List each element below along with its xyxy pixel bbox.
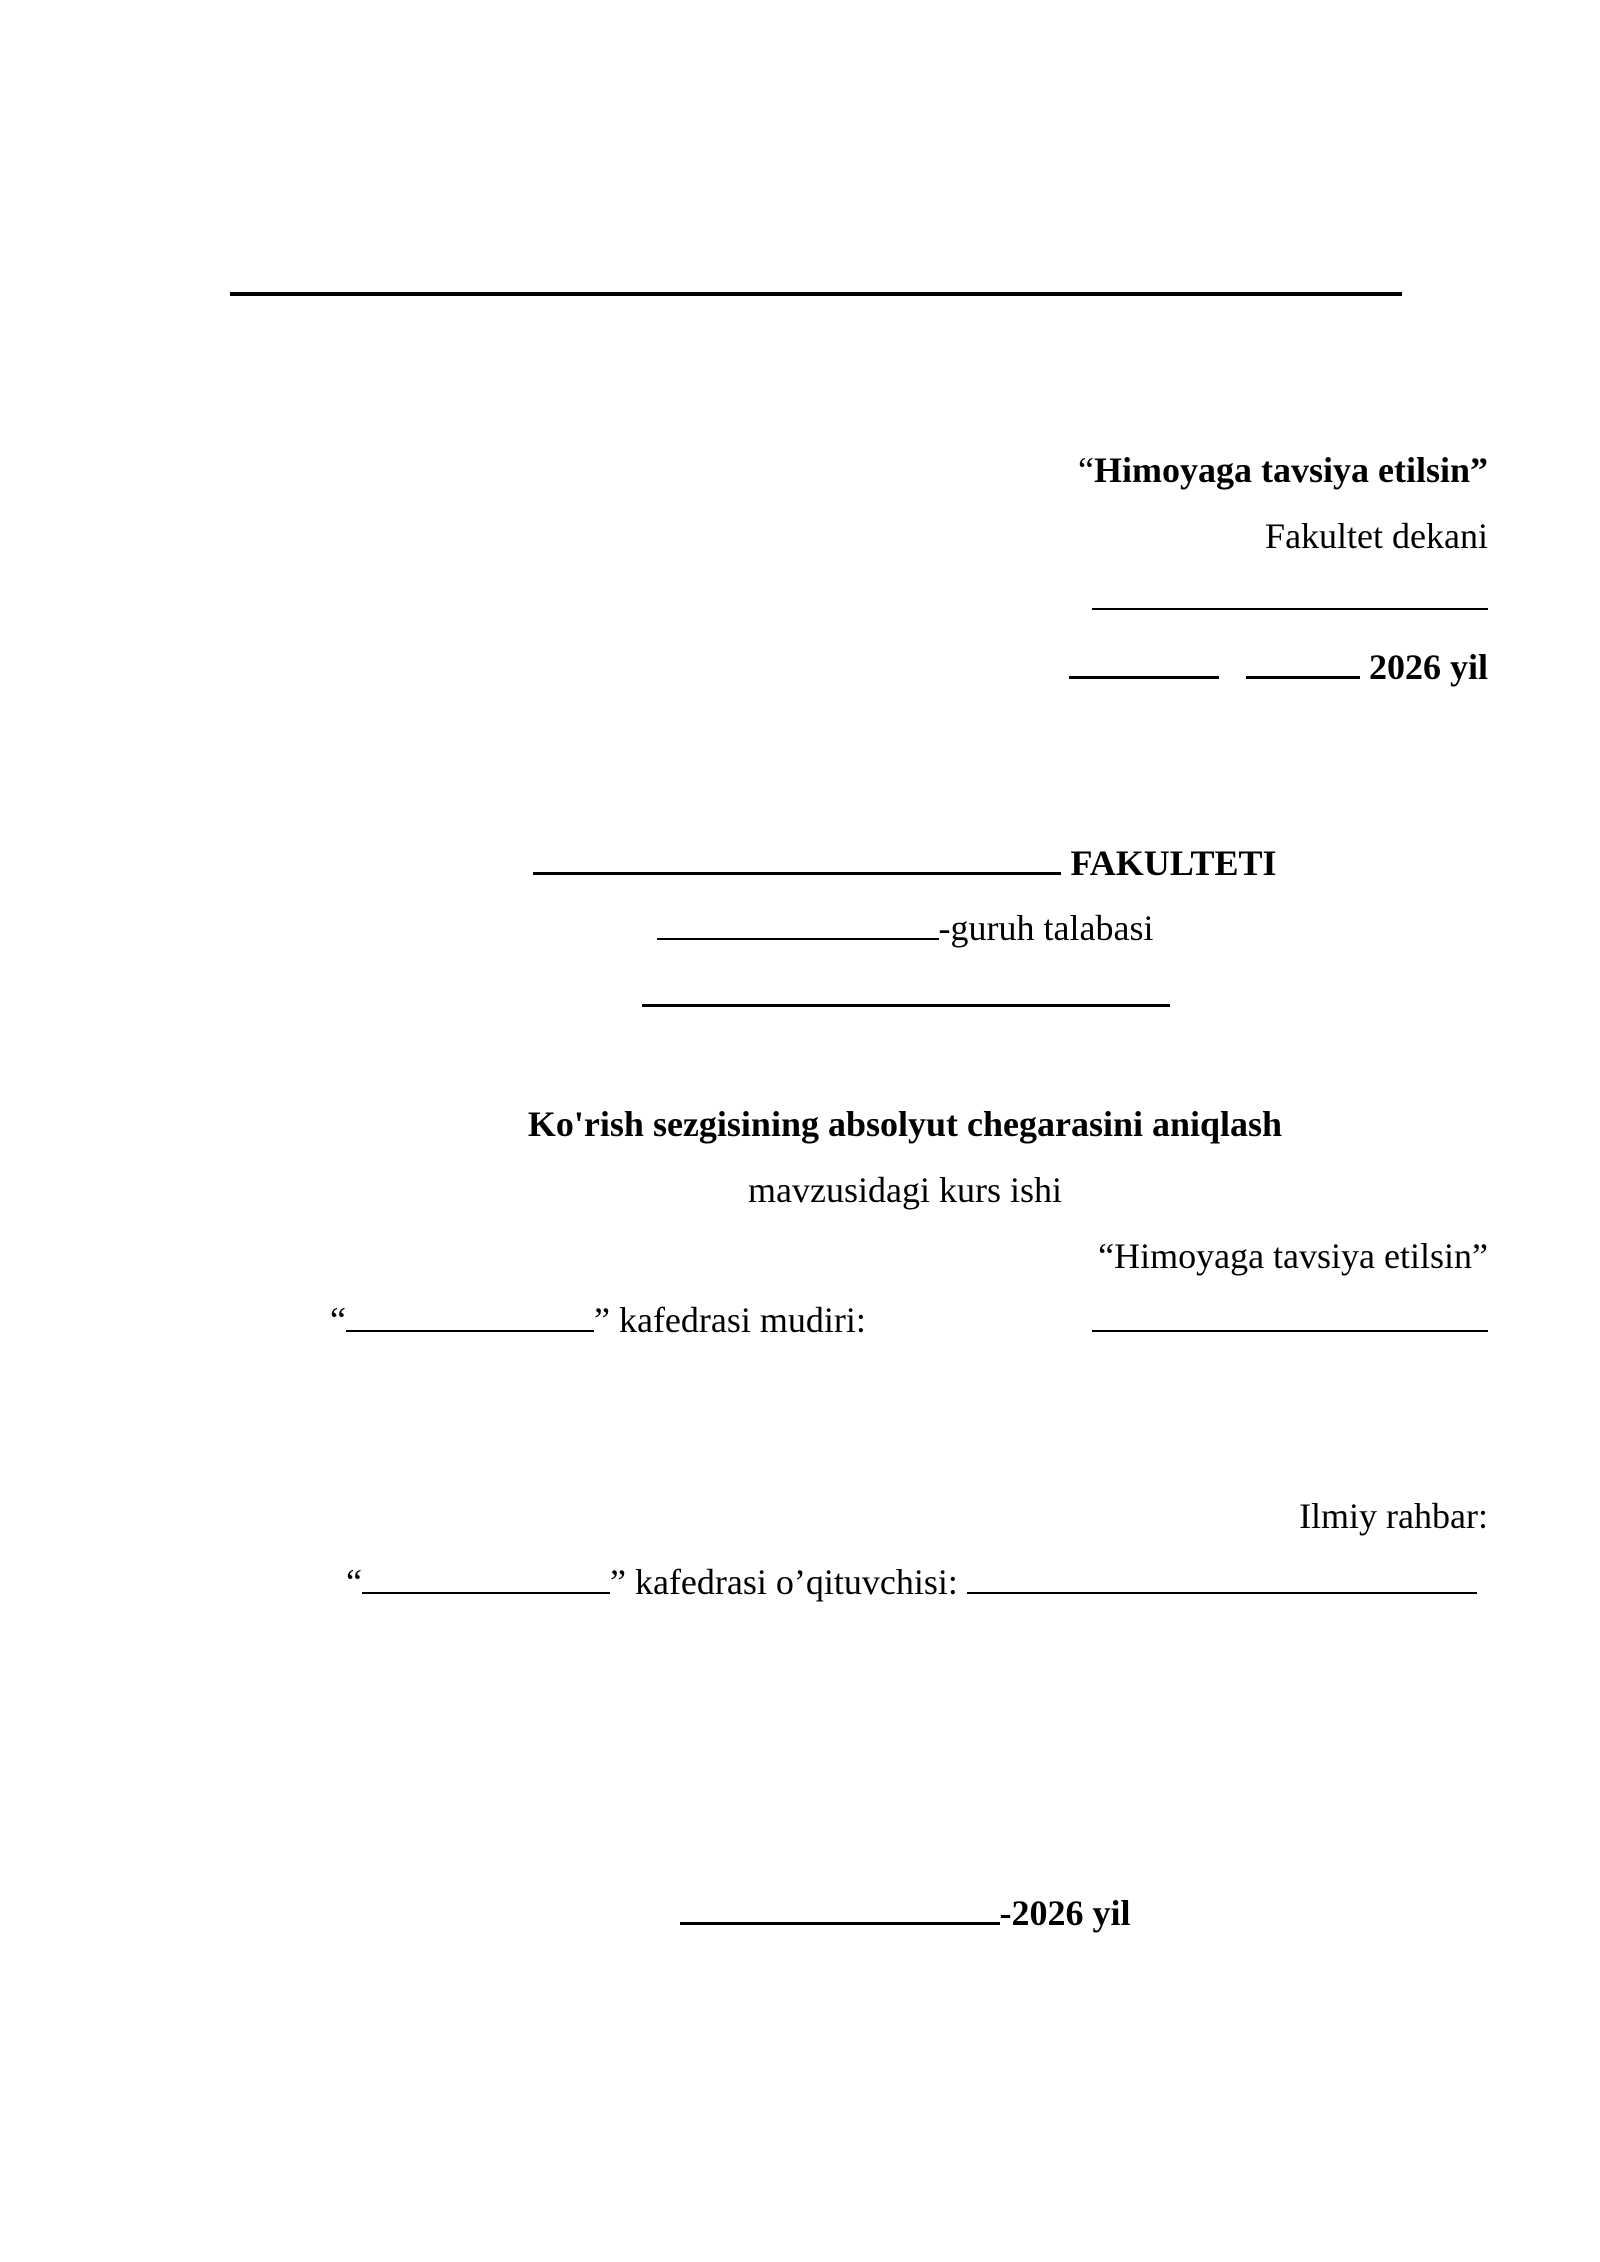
- dean-signature-blank[interactable]: [1092, 576, 1488, 610]
- approval-day-blank[interactable]: [1069, 644, 1219, 679]
- dean-signature-line: [1092, 576, 1488, 620]
- topic-title: Ko'rish sezgisining absolyut chegarasini aniqlash: [527, 1104, 1283, 1144]
- footer-year-line: [0, 1890, 1600, 1935]
- faculty-name-blank[interactable]: [533, 840, 1061, 875]
- topic-subtitle: mavzusidagi kurs ishi: [748, 1170, 1062, 1210]
- advisor-department-blank[interactable]: [362, 1560, 610, 1594]
- footer-place-blank[interactable]: [680, 1890, 1000, 1925]
- department-head-signature-blank[interactable]: [1092, 1298, 1488, 1332]
- approval-year-text: 2026 yil: [1368, 647, 1488, 687]
- advisor-department-label: ” kafedrasi o’qituvchisi:: [609, 1562, 958, 1602]
- approval-heading: [1078, 448, 1488, 492]
- advisor-name-blank[interactable]: [967, 1560, 1477, 1594]
- top-horizontal-rule: [230, 292, 1402, 296]
- group-number-blank[interactable]: [657, 906, 939, 940]
- department-head-signature-line: [1092, 1298, 1488, 1342]
- group-line: [0, 906, 1600, 950]
- approval-quote-open: “: [1078, 450, 1094, 490]
- group-suffix: -guruh talabasi: [938, 908, 1154, 948]
- student-name-blank[interactable]: [642, 972, 1170, 1007]
- department-quote-open: “: [330, 1300, 346, 1340]
- faculty-label: FAKULTETI: [1070, 843, 1277, 883]
- approval-quote-close: ”: [1470, 450, 1488, 490]
- approval-month-blank[interactable]: [1246, 644, 1360, 679]
- department-recommend-text: “Himoyaga tavsiya etilsin”: [1098, 1236, 1488, 1276]
- approval-date-line: [1069, 644, 1488, 689]
- advisor-label: Ilmiy rahbar:: [1299, 1496, 1488, 1536]
- student-name-line: [0, 972, 1600, 1017]
- faculty-line: [0, 840, 1600, 885]
- advisor-quote-open: “: [346, 1562, 362, 1602]
- dean-label: Fakultet dekani: [1265, 516, 1488, 556]
- advisor-line: [346, 1560, 1477, 1604]
- department-head-label: ” kafedrasi mudiri:: [593, 1300, 866, 1340]
- department-head-line: [330, 1298, 866, 1342]
- department-name-blank[interactable]: [346, 1298, 594, 1332]
- footer-year-text: -2026 yil: [999, 1893, 1131, 1933]
- approval-heading-text: Himoyaga tavsiya etilsin: [1094, 450, 1470, 490]
